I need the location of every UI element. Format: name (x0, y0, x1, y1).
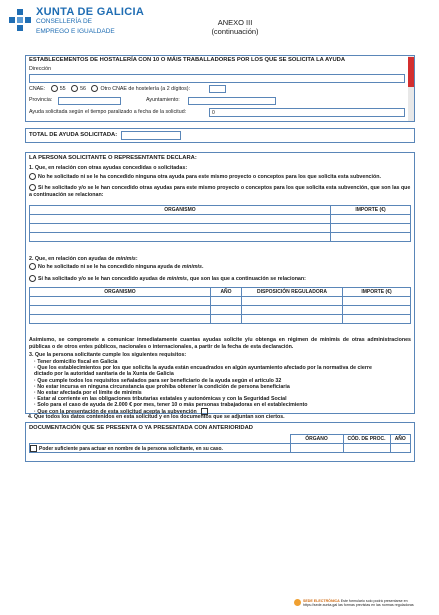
table-cell[interactable] (30, 233, 331, 242)
declaration-section (25, 152, 415, 414)
q2-text-post: : (135, 256, 138, 262)
table-row (30, 233, 411, 242)
q2-option2-em: minimis (166, 275, 187, 282)
total-section (25, 128, 415, 143)
documents-section (25, 422, 415, 462)
table-cell[interactable] (343, 444, 390, 453)
sede-logo-icon (294, 599, 301, 606)
q1-option2 (29, 184, 411, 199)
annex-heading (190, 18, 280, 36)
q2-text-pre: 2. Que, en relación con ayudas de (29, 256, 116, 262)
requirement-item: · Estar al corriente en las obligaciones tributarias estatales y autonómicas y con la Seguridad Social (34, 396, 287, 403)
document-item-label: Poder suficiente para actuar en nombre de la persona solicitante, en su caso. (39, 445, 223, 452)
aid-label: Ayuda solicitada según el tiempo paralizado a fecha de la solicitud: (29, 109, 187, 115)
table-row (30, 297, 411, 306)
footer-note (294, 599, 434, 608)
table-cell[interactable] (242, 297, 343, 306)
requirement-item: · Que cumple todos los requisitos señalados para ser beneficiario de la ayuda según el artículo 32 (34, 377, 282, 384)
table-cell[interactable] (331, 215, 411, 224)
table-cell[interactable] (211, 315, 242, 324)
direction-label: Dirección (29, 66, 52, 72)
direction-input[interactable] (29, 74, 405, 83)
table-cell[interactable] (331, 224, 411, 233)
org-name: XUNTA DE GALICIA (36, 6, 145, 18)
council-input[interactable] (188, 97, 276, 105)
req-accept-label: · Que con la presentación de esta solicitud acepta la subvención (34, 408, 197, 415)
table-header-row (30, 206, 411, 215)
q4-text: 4. Que todos los datos contenidos en esta solicitud y en los documentos que se adjuntan son ciertos. (28, 414, 285, 420)
requirements-list (34, 359, 412, 409)
q1-option1-radio[interactable] (29, 173, 36, 180)
cnae-55-radio[interactable] (51, 85, 58, 92)
footer-line1: SEDE ELECTRÓNICA (303, 599, 340, 603)
q1-option2-radio[interactable] (29, 184, 36, 191)
cnae-row (29, 85, 190, 93)
cnae-56-label: 56 (80, 85, 86, 92)
province-input[interactable] (58, 97, 121, 105)
footer-line3: https://sede.xunta.gal las formas previstas en las normas reguladoras (303, 603, 414, 608)
requirement-item: dictado por la autoridad sanitaria de la Xunta de Galicia (34, 371, 174, 378)
total-label: TOTAL DE AYUDA SOLICITADA: (29, 132, 118, 138)
table-cell[interactable] (30, 215, 331, 224)
requirement-item: · Solo para el caso de ayuda de 2.000 € por mes, tener 10 o más personas trabajadoras en el establecimiento (34, 402, 308, 409)
table-cell[interactable] (343, 306, 411, 315)
table-header: AÑO (390, 435, 411, 444)
table-cell[interactable] (331, 233, 411, 242)
table-header: AÑO (211, 288, 242, 297)
table-row (30, 315, 411, 324)
establishments-section (25, 55, 415, 122)
table-cell[interactable] (242, 315, 343, 324)
dept-line2: EMPREGO E IGUALDADE (36, 28, 115, 35)
cnae-other-label: Otro CNAE de hostelería (a 2 dígitos): (100, 85, 190, 92)
table-header-row (30, 435, 411, 444)
table-header: IMPORTE (€) (331, 206, 411, 215)
aids-table (29, 205, 411, 242)
table-row (30, 444, 411, 453)
requirement-item: · No estar incursa en ninguna circunstancia que prohíba obtener la condición de persona beneficiaria (34, 383, 290, 390)
declaration-title: LA PERSONA SOLICITANTE O REPRESENTANTE DECLARA: (29, 155, 197, 161)
q2-text-em: minimis (115, 256, 136, 262)
table-cell[interactable] (30, 315, 211, 324)
total-input[interactable] (121, 131, 181, 140)
cnae-other-radio[interactable] (91, 85, 98, 92)
table-cell[interactable] (211, 306, 242, 315)
table-cell[interactable] (343, 297, 411, 306)
q2-option1-post: . (201, 263, 204, 270)
table-cell[interactable] (390, 444, 411, 453)
table-header-row (30, 288, 411, 297)
cnae-label: CNAE: (29, 85, 46, 92)
table-header: IMPORTE (€) (343, 288, 411, 297)
establishments-title: ESTABLECEMENTOS DE HOSTALERÍA CON 10 O MÁIS TRABALLADORES POR LOS QUE SE SOLICITA LA AYUDA (29, 57, 346, 63)
q1-option2-label: Sí he solicitado y/o se le han concedido otras ayudas para este mismo proyecto o conceptos para los que solicita esta subvención, que son las que a continuación se relacionan: (29, 184, 411, 198)
q2-option2-radio[interactable] (29, 275, 36, 282)
table-cell[interactable] (290, 444, 343, 453)
cnae-56-radio[interactable] (71, 85, 78, 92)
table-header: ORGANISMO (30, 288, 211, 297)
q1-option1 (29, 173, 409, 181)
q2-option2-post: , que son las que a continuación se relacionan: (186, 275, 306, 282)
document-item (30, 444, 291, 453)
table-header: ÓRGANO (290, 435, 343, 444)
table-cell[interactable] (30, 224, 331, 233)
province-label: Provincia: (29, 97, 53, 103)
q1-text: 1. Que, en relación con otras ayudas concedidas o solicitadas: (29, 165, 188, 171)
q2-option1-radio[interactable] (29, 263, 36, 270)
minimis-table (29, 287, 411, 324)
q2-option1-em: minimis (181, 263, 202, 270)
scrollbar-thumb[interactable] (408, 57, 414, 87)
annex-subtitle: (continuación) (211, 27, 259, 36)
table-cell[interactable] (30, 297, 211, 306)
q3-text: 3. Que la persona solicitante cumple los siguientes requisitos: (29, 352, 187, 358)
cnae-other-input[interactable] (209, 85, 226, 93)
requirement-item: · Que los establecimientos por los que solicita la ayuda están encuadrados en algún ayuntamiento afectado por la normativa de cierre (34, 365, 372, 372)
table-row (30, 215, 411, 224)
council-label: Ayuntamiento: (146, 97, 180, 103)
q2-option1 (29, 263, 203, 271)
xunta-logo-icon (8, 8, 32, 32)
scrollbar[interactable] (408, 56, 414, 121)
documents-title: DOCUMENTACIÓN QUE SE PRESENTA O YA PRESENTADA CON ANTERIORIDAD (29, 425, 253, 431)
q2-text (29, 256, 138, 263)
requirement-item: · Tener domicilio fiscal en Galicia (34, 359, 118, 365)
table-header: ORGANISMO (30, 206, 331, 215)
table-cell[interactable] (211, 297, 242, 306)
table-cell[interactable] (242, 306, 343, 315)
table-cell[interactable] (30, 306, 211, 315)
dept-line1: CONSELLERÍA DE (36, 18, 92, 25)
q2-option2-pre: Sí ha solicitado y/o se le han concedido ayudas de (38, 275, 167, 282)
org-logo-text (36, 7, 144, 37)
table-row (30, 224, 411, 233)
commit-text: Asimismo, se compromete a comunicar inmediatamente cuantas ayudas solicite y/u obtenga en régimen de minimis de otras administraciones públicas o de otros entes públicos, nacionales o internacionales, a partir de la fecha de esta declaración. (29, 337, 411, 350)
cnae-55-label: 55 (59, 85, 66, 92)
documents-table (29, 434, 411, 453)
aid-input[interactable]: 0 (209, 108, 405, 117)
q2-option2 (29, 275, 306, 283)
table-row (30, 306, 411, 315)
annex-title: ANEXO III (217, 18, 253, 27)
requirement-item: · No estar afectada por el límite de minimis (34, 390, 142, 397)
q1-option1-label: No he solicitado ni se le ha concedido ninguna otra ayuda para este mismo proyecto o conceptos para los que solicita esta subvención. (38, 173, 381, 180)
q2-option1-pre: No he solicitado ni se le ha concedido ninguna ayuda de (38, 263, 182, 270)
document-checkbox[interactable] (30, 445, 37, 452)
table-cell[interactable] (343, 315, 411, 324)
table-header: CÓD. DE PROC. (343, 435, 390, 444)
footer-line2: Este formulario solo podrá presentarse en (340, 599, 408, 603)
table-header: DISPOSICIÓN REGULADORA (242, 288, 343, 297)
